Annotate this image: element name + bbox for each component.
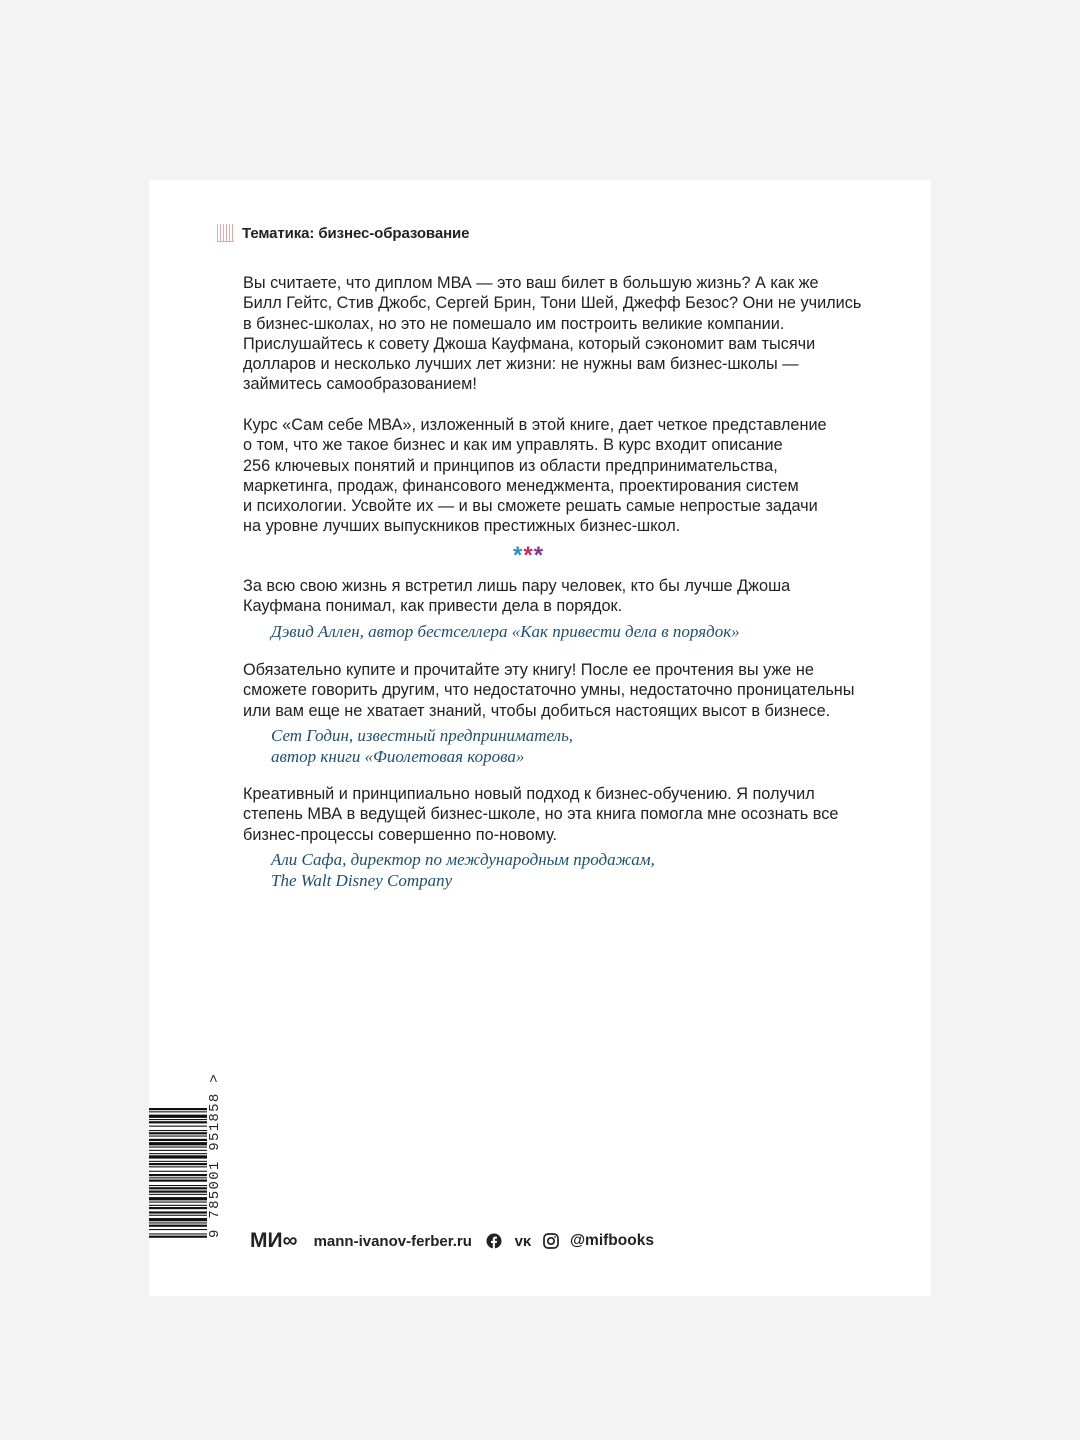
description-paragraph-2 [243, 415, 863, 537]
barcode-bar [149, 1202, 207, 1203]
quote-3-text [243, 784, 863, 845]
barcode-bar [149, 1130, 207, 1131]
text-line: о том, что же такое бизнес и как им управлять. В курс входит описание [243, 436, 783, 455]
text-line: маркетинга, продаж, финансового менеджмента, проектирования систем [243, 476, 799, 495]
publisher-website[interactable]: mann-ivanov-ferber.ru [313, 1232, 472, 1250]
publisher-logo: МИ∞ [250, 1229, 298, 1252]
publisher-footer [250, 1229, 654, 1253]
barcode-bar [149, 1126, 207, 1127]
barcode-bar [149, 1121, 207, 1123]
barcode-bar [149, 1108, 207, 1110]
author-line: Дэвид Аллен, автор бестселлера «Как привести дела в порядок» [271, 622, 740, 641]
text-line: на уровне лучших выпускников престижных бизнес-школ. [243, 517, 681, 536]
barcode-bar [149, 1180, 207, 1182]
barcode-bar [149, 1236, 207, 1238]
text-line: 256 ключевых понятий и принципов из области предпринимательства, [243, 456, 778, 475]
topic-marker-icon [217, 224, 234, 242]
barcode-bar [149, 1225, 207, 1227]
topic-value: : бизнес-образование [309, 224, 470, 242]
barcode-bar [149, 1211, 207, 1213]
text-line: Билл Гейтс, Стив Джобс, Сергей Брин, Тони Шей, Джефф Безос? Они не учились [243, 294, 862, 313]
barcode-bar [149, 1142, 207, 1145]
barcode-bar [149, 1161, 207, 1162]
text-line: займитесь самообразованием! [243, 375, 477, 394]
barcode-bar [149, 1166, 207, 1167]
star-blue: * [513, 542, 524, 569]
barcode-bar [149, 1187, 207, 1189]
barcode-bar [149, 1218, 207, 1221]
isbn-digits: 9 785001 951858 > [207, 1073, 223, 1238]
barcode-bar [149, 1111, 207, 1112]
separator-stars [513, 544, 544, 568]
quote-2-author [271, 725, 871, 767]
barcode-bar [149, 1205, 207, 1206]
star-red: * [523, 542, 534, 569]
text-line: и психологии. Усвойте их — и вы сможете решать самые непростые задачи [243, 497, 818, 516]
barcode-bar [149, 1147, 207, 1148]
barcode-bar [149, 1191, 207, 1193]
description-paragraph-1 [243, 273, 863, 395]
text-line: долларов и несколько лучших лет жизни: не нужны вам бизнес-школы — [243, 355, 799, 374]
barcode-bar [149, 1150, 207, 1151]
text-line: Вы считаете, что диплом МВА — это ваш билет в большую жизнь? А как же [243, 274, 819, 292]
author-line: автор книги «Фиолетовая корова» [271, 747, 525, 766]
barcode-bar [149, 1153, 207, 1154]
barcode-bar [149, 1136, 207, 1137]
quote-1-author [271, 621, 871, 642]
text-line: Прислушайтесь к совету Джоша Кауфмана, который сэкономит вам тысячи [243, 334, 816, 353]
barcode-bar [149, 1207, 207, 1209]
barcode-bar [149, 1171, 207, 1172]
author-line: Сет Годин, известный предприниматель, [271, 726, 574, 745]
quote-3-author [271, 849, 871, 891]
text-line: в бизнес-школах, но это не помешало им построить великие компании. [243, 314, 785, 333]
text-line: бизнес-процессы совершенно по-новому. [243, 825, 558, 844]
topic-header [217, 224, 469, 242]
instagram-icon[interactable] [543, 1233, 560, 1250]
barcode-bar [149, 1197, 207, 1200]
book-back-cover [149, 180, 931, 1296]
author-line: Али Сафа, директор по международным продажам, [271, 850, 655, 869]
vk-icon[interactable]: ᴠᴋ [514, 1232, 532, 1250]
barcode-bar [149, 1177, 207, 1178]
barcode-bar [149, 1163, 207, 1165]
star-purple: * [533, 542, 545, 569]
text-line: или вам еще не хватает знаний, чтобы добиться настоящих высот в бизнесе. [243, 701, 831, 720]
barcode-bar [149, 1229, 207, 1230]
text-line: Креативный и принципиально новый подход к бизнес-обучению. Я получил [243, 785, 815, 803]
text-line: Обязательно купите и прочитайте эту книгу! После ее прочтения вы уже не [243, 661, 814, 679]
barcode-bar [149, 1132, 207, 1134]
barcode-bar [149, 1185, 207, 1186]
barcode-bar [149, 1119, 207, 1120]
facebook-icon[interactable] [486, 1233, 503, 1250]
barcode-bar [149, 1139, 207, 1141]
quote-2-text [243, 660, 863, 721]
text-line: Кауфмана понимал, как привести дела в порядок. [243, 597, 623, 616]
barcode-bar [149, 1174, 207, 1176]
barcode-bar [149, 1155, 207, 1158]
topic-text [242, 225, 469, 242]
barcode-bar [149, 1215, 207, 1216]
barcode-bar [149, 1233, 207, 1234]
topic-label: Тематика [242, 224, 310, 242]
barcode-bar [149, 1222, 207, 1223]
barcode-bar [149, 1194, 207, 1195]
text-line: За всю свою жизнь я встретил лишь пару человек, кто бы лучше Джоша [243, 577, 791, 595]
quote-1-text [243, 576, 863, 617]
text-line: Курс «Сам себе МВА», изложенный в этой книге, дает четкое представление [243, 416, 827, 434]
text-line: сможете говорить другим, что недостаточно умны, недостаточно проницательны [243, 681, 855, 700]
author-line: The Walt Disney Company [271, 871, 453, 890]
barcode-bar [149, 1115, 207, 1118]
social-handle[interactable]: @mifbooks [569, 1232, 654, 1249]
text-line: степень МВА в ведущей бизнес-школе, но эта книга помогла мне осознать все [243, 805, 839, 824]
